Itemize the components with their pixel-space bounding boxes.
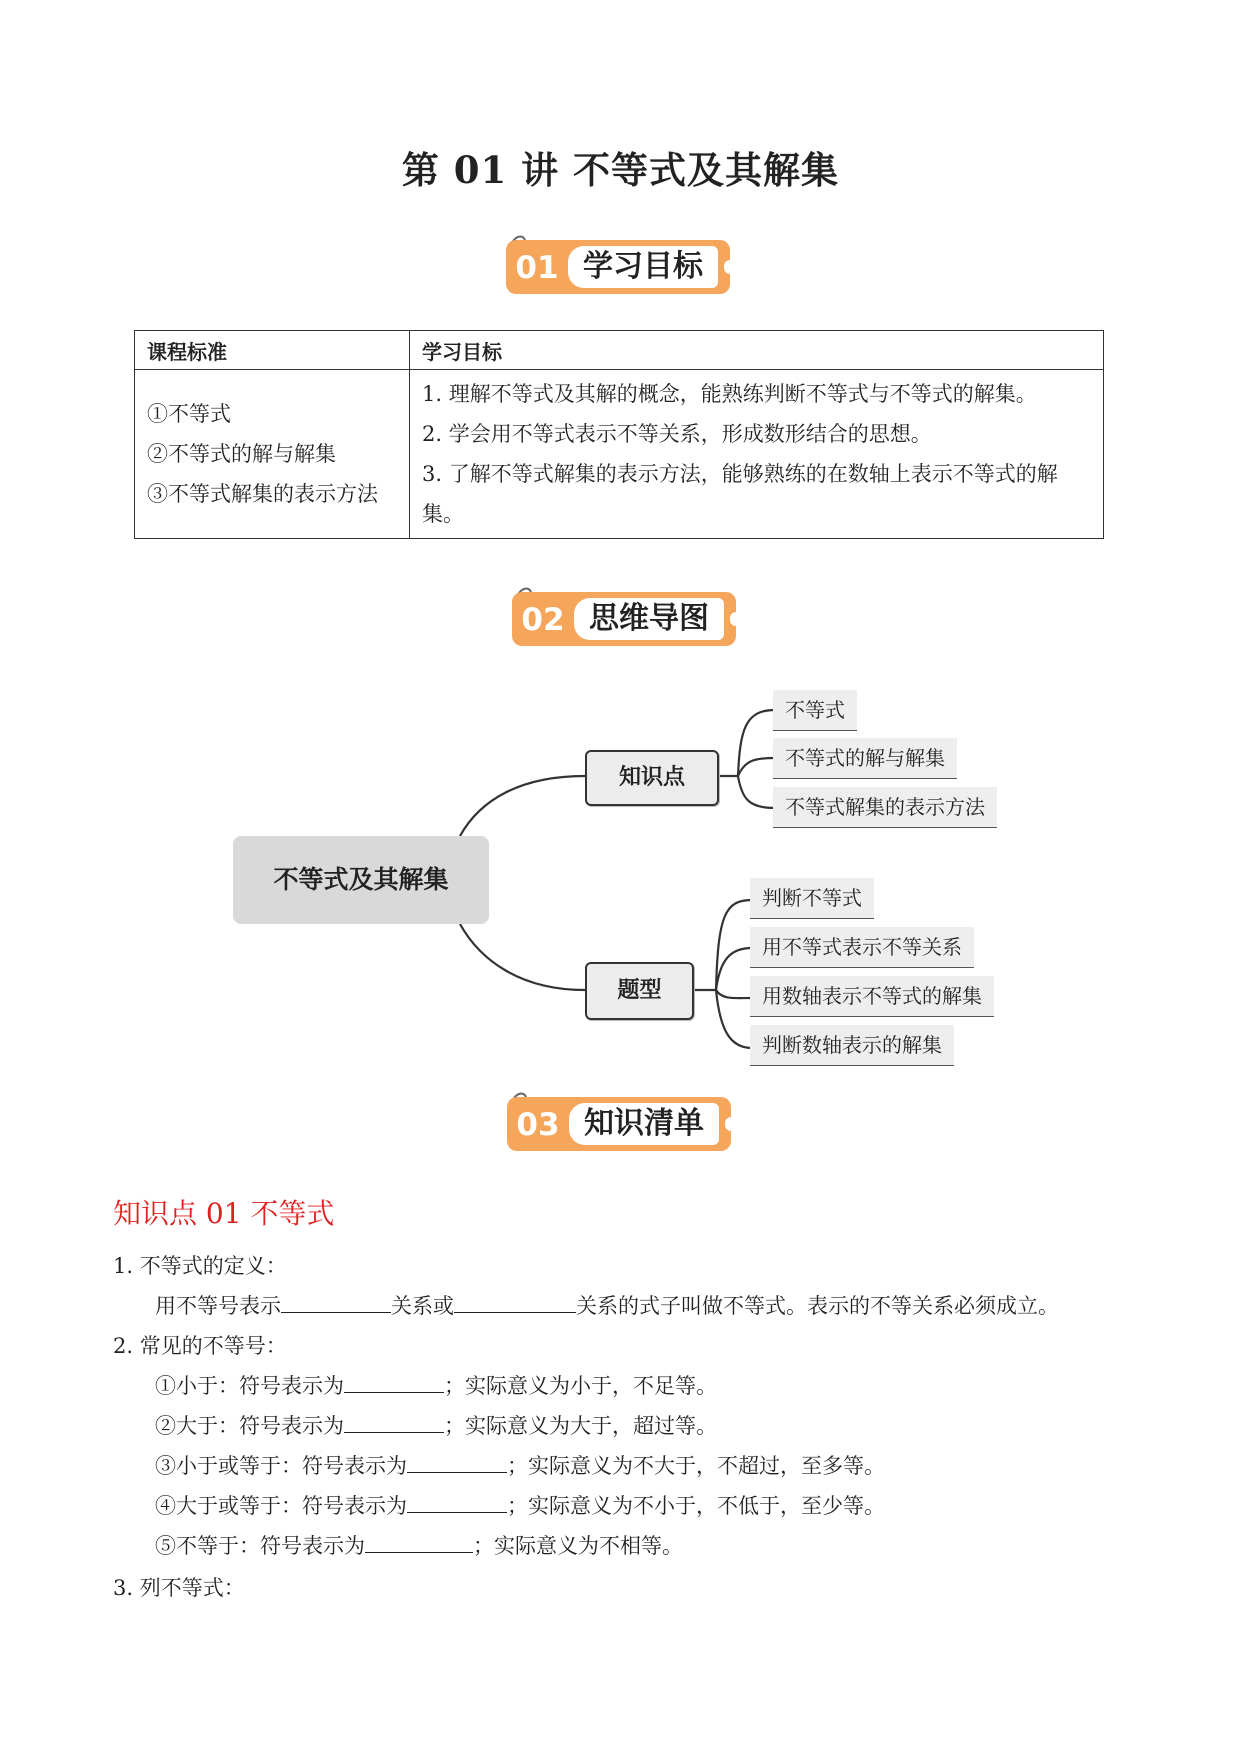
section-label: 思维导图	[589, 601, 709, 636]
fill-blank[interactable]	[407, 1490, 507, 1513]
mindmap-leaf: 不等式解集的表示方法	[773, 787, 997, 828]
fill-blank[interactable]	[365, 1530, 473, 1553]
mindmap-leaf: 用数轴表示不等式的解集	[750, 976, 994, 1017]
symbol-item: ③小于或等于：符号表示为 ；实际意义为不大于，不超过，至多等。	[155, 1450, 885, 1480]
standard-item: ①不等式	[147, 402, 231, 426]
fill-blank[interactable]	[344, 1370, 444, 1393]
section-banner-knowledge	[499, 1087, 739, 1153]
goal-item: 2. 学会用不等式表示不等关系，形成数形结合的思想。	[422, 422, 932, 446]
fill-blank[interactable]	[407, 1450, 507, 1473]
mindmap-leaf: 不等式	[773, 690, 857, 731]
mindmap-root: 不等式及其解集	[233, 836, 489, 924]
goal-item: 1. 理解不等式及其解的概念，能熟练判断不等式与不等式的解集。	[422, 382, 1037, 406]
section-label: 学习目标	[583, 249, 703, 284]
fill-blank[interactable]	[344, 1410, 444, 1433]
knowledge-point-title: 知识点 01 不等式	[113, 1197, 335, 1230]
mindmap-branch-types: 题型	[585, 962, 694, 1020]
section-number: 02	[521, 602, 565, 638]
section-label: 知识清单	[584, 1106, 704, 1141]
definition-heading: 1. 不等式的定义：	[113, 1254, 287, 1278]
definition-text: 用不等号表示 关系或 关系的式子叫做不等式。表示的不等关系必须成立。	[155, 1290, 1059, 1320]
mindmap-leaf: 用不等式表示不等关系	[750, 927, 974, 968]
fill-blank[interactable]	[454, 1290, 576, 1313]
fill-blank[interactable]	[281, 1290, 391, 1313]
section-number: 03	[516, 1107, 560, 1143]
symbol-item: ⑤不等于：符号表示为 ；实际意义为不相等。	[155, 1530, 683, 1560]
page-title: 第 01 讲 不等式及其解集	[401, 148, 840, 192]
inequality-heading: 3. 列不等式：	[113, 1576, 245, 1600]
mindmap-branch-knowledge: 知识点	[585, 750, 719, 806]
standard-item: ②不等式的解与解集	[147, 442, 336, 466]
mindmap-leaf: 不等式的解与解集	[773, 738, 957, 779]
symbol-item: ④大于或等于：符号表示为 ；实际意义为不小于，不低于，至少等。	[155, 1490, 885, 1520]
table-header-standard: 课程标准	[135, 331, 410, 370]
goal-item: 集。	[422, 502, 464, 526]
symbols-heading: 2. 常见的不等号：	[113, 1334, 287, 1358]
mindmap-leaf: 判断不等式	[750, 878, 874, 919]
standard-item: ③不等式解集的表示方法	[147, 482, 378, 506]
table-header-goal: 学习目标	[410, 331, 1104, 370]
symbol-item: ②大于：符号表示为 ；实际意义为大于，超过等。	[155, 1410, 717, 1440]
section-number: 01	[515, 250, 559, 286]
mindmap-leaf: 判断数轴表示的解集	[750, 1025, 954, 1066]
symbol-item: ①小于：符号表示为 ；实际意义为小于，不足等。	[155, 1370, 717, 1400]
goal-item: 3. 了解不等式解集的表示方法，能够熟练的在数轴上表示不等式的解	[422, 462, 1058, 486]
